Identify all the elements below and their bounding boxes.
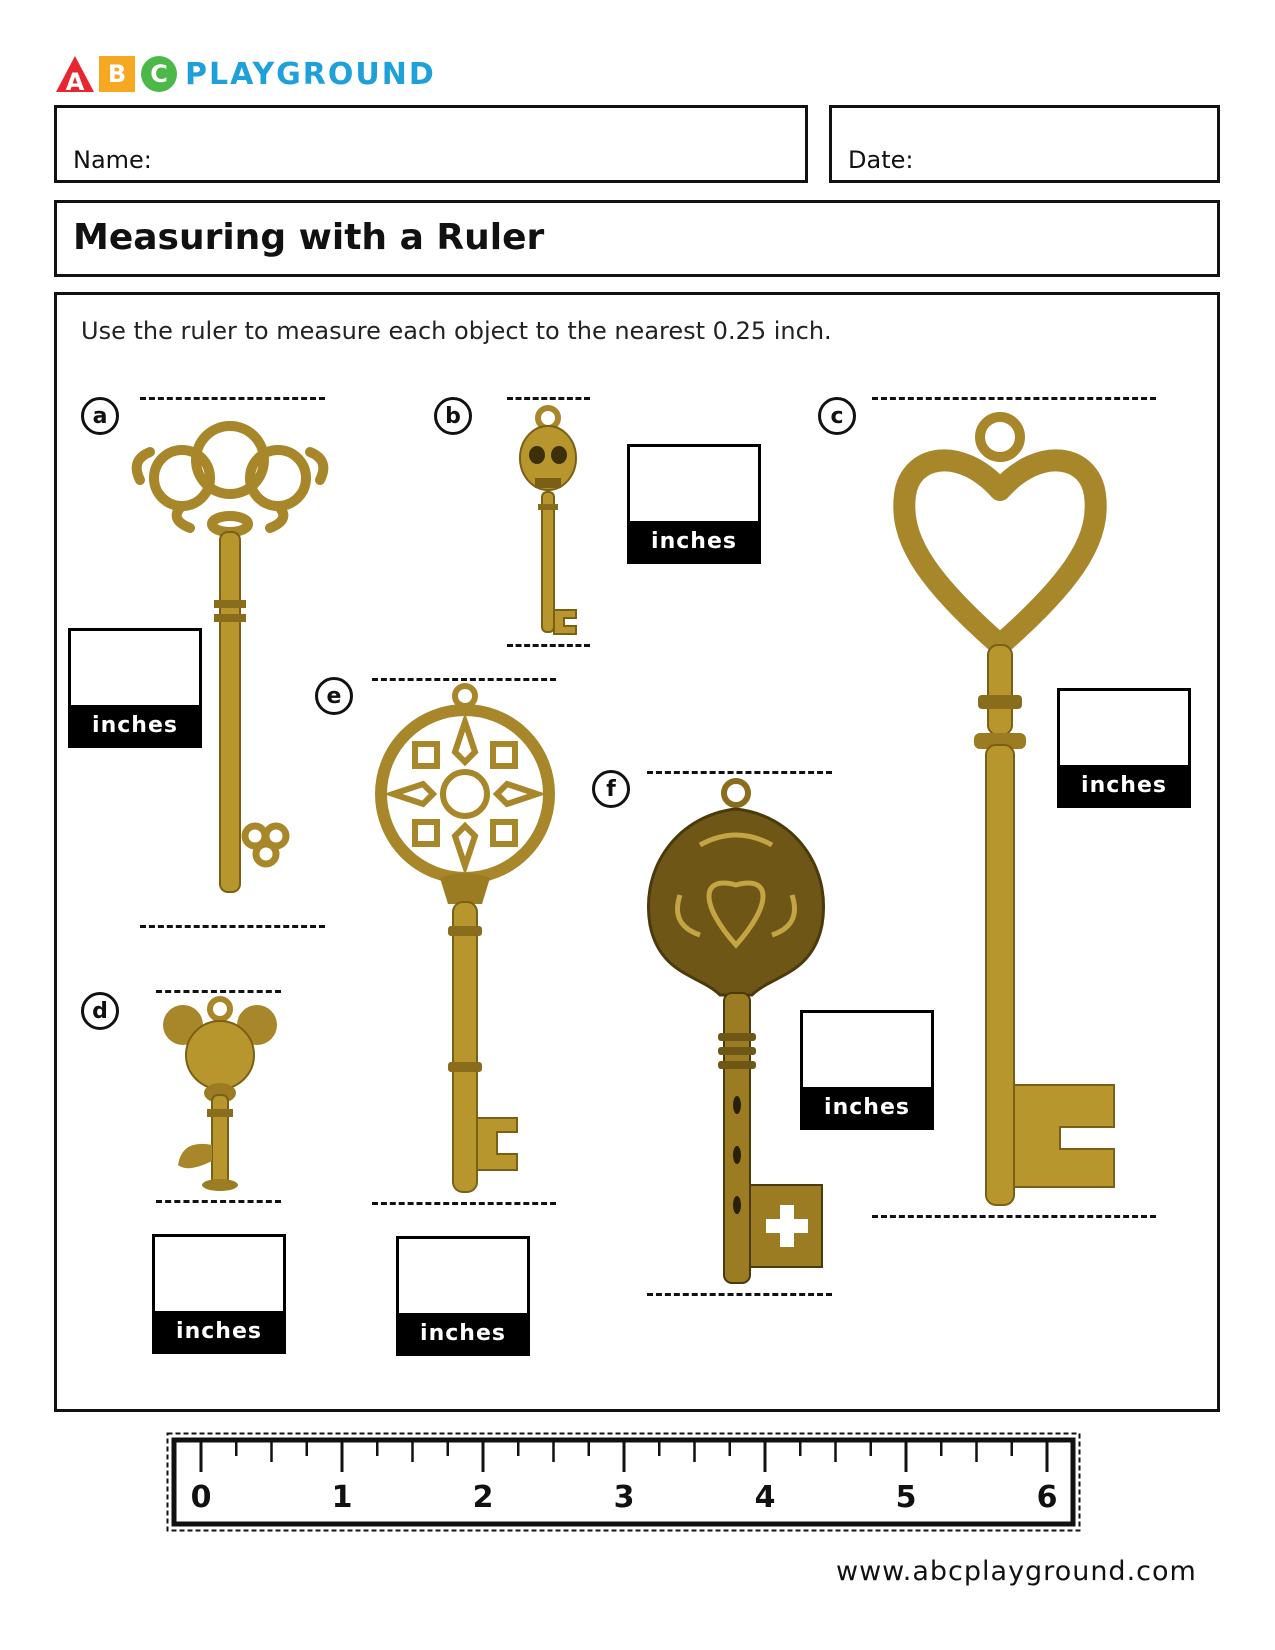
item-c-top-dash	[872, 397, 1156, 400]
item-c-answer-box[interactable]	[1057, 688, 1191, 808]
ruler-graphic	[166, 1432, 1081, 1532]
item-b-unit-label: inches	[630, 521, 758, 561]
site-logo	[55, 54, 436, 94]
item-b-answer-input[interactable]	[630, 447, 758, 521]
skull-key-icon	[505, 400, 595, 649]
item-a-unit-label: inches	[71, 705, 199, 745]
item-d-answer-input[interactable]	[155, 1237, 283, 1311]
ruler-label: 2	[472, 1480, 494, 1515]
footer-url[interactable]: www.abcplayground.com	[836, 1556, 1197, 1587]
name-field[interactable]	[54, 105, 808, 183]
ruler-label: 5	[895, 1480, 917, 1515]
item-e-answer-input[interactable]	[399, 1239, 527, 1313]
item-d-answer-box[interactable]	[152, 1234, 286, 1354]
item-f-label: f	[592, 770, 630, 808]
logo-letter-c: C	[139, 54, 179, 94]
item-c-answer-input[interactable]	[1060, 691, 1188, 765]
item-f-answer-input[interactable]	[803, 1013, 931, 1087]
ruler-label: 1	[331, 1480, 353, 1515]
title-box	[54, 200, 1220, 277]
mouse-ears-key-icon	[155, 995, 285, 1204]
logo-letter-a: A	[55, 54, 95, 94]
item-d-unit-label: inches	[155, 1311, 283, 1351]
item-d-top-dash	[156, 990, 281, 993]
item-e-unit-label: inches	[399, 1313, 527, 1353]
item-e-label: e	[315, 677, 353, 715]
round-filigree-key-icon	[370, 682, 560, 1206]
ruler-label: 4	[754, 1480, 776, 1515]
logo-wordmark: PLAYGROUND	[185, 56, 436, 92]
instruction-text: Use the ruler to measure each object to the nearest 0.25 inch.	[81, 317, 832, 345]
date-field[interactable]	[829, 105, 1220, 183]
date-label: Date:	[848, 146, 914, 174]
page-title: Measuring with a Ruler	[73, 217, 545, 258]
name-label: Name:	[73, 146, 152, 174]
item-c-unit-label: inches	[1060, 765, 1188, 805]
ruler-label: 3	[613, 1480, 635, 1515]
item-e-answer-box[interactable]	[396, 1236, 530, 1356]
item-a-answer-box[interactable]	[68, 628, 202, 748]
item-f-top-dash	[647, 771, 832, 774]
item-c-label: c	[818, 397, 856, 435]
item-e-top-dash	[372, 678, 556, 681]
item-d-label: d	[81, 992, 119, 1030]
ruler	[166, 1432, 1081, 1536]
item-a-label: a	[81, 397, 119, 435]
item-b-label: b	[434, 397, 472, 435]
logo-letter-b: B	[97, 54, 137, 94]
item-b-answer-box[interactable]	[627, 444, 761, 564]
ruler-label: 0	[190, 1480, 212, 1515]
item-a-answer-input[interactable]	[71, 631, 199, 705]
item-f-answer-box[interactable]	[800, 1010, 934, 1130]
ruler-label: 6	[1036, 1480, 1058, 1515]
item-f-unit-label: inches	[803, 1087, 931, 1127]
